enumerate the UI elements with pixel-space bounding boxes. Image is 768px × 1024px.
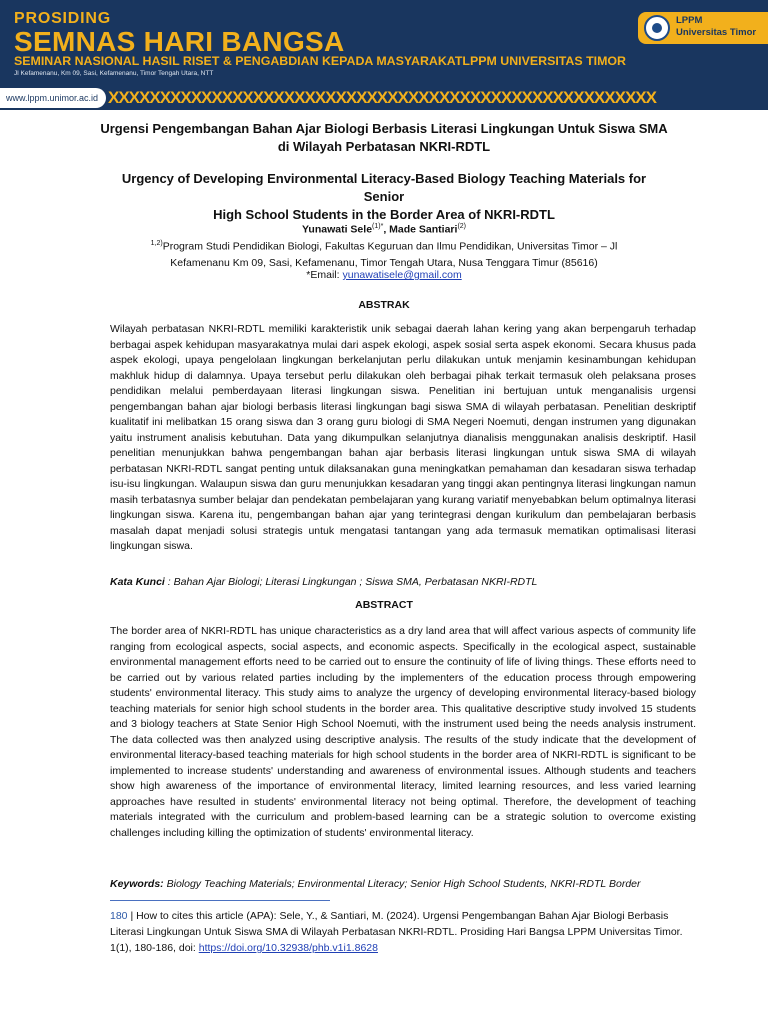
title-en-line2: High School Students in the Border Area of NKRI-RDTL bbox=[213, 207, 555, 222]
logo-label-university: Universitas Timor bbox=[676, 27, 757, 38]
doi-link[interactable]: https://doi.org/10.32938/phb.v1i1.8628 bbox=[198, 942, 378, 954]
kata-kunci-label: Kata Kunci bbox=[110, 576, 165, 588]
citation-footer bbox=[110, 908, 696, 956]
keywords-label: Keywords: bbox=[110, 878, 164, 890]
lppm-logo-badge bbox=[638, 12, 768, 44]
footer-rule bbox=[110, 900, 330, 901]
kata-kunci bbox=[110, 575, 696, 589]
abstrak-body: Wilayah perbatasan NKRI-RDTL memiliki karakteristik unik sebagai daerah lahan kering yang akan berpengaruh terhadap berbagai aspek kehidupan masyarakatnya mulai dari aspek ekologi, aspek sosial serta aspek ekonomi. Secara khusus pada aspek ekologi, upaya pengelolaan lingkungan berkelanjutan perlu dilakukan untuk menjamin kesinambungan kehidupan makhluk hidup di dalamnya. Upaya tersebut perlu dilakukan oleh berbagai pihak terkait termasuk oleh pelaksana proses pendidikan melalui pemberdayaan literasi lingkungan siswa. Penelitian ini bertujuan untuk menganalisis urgensi pengembangan bahan ajar biologi berbasis literasi lingkungan bagi siswa SMA di wilayah perbatasan. Penelitian deskriptif kualitatif ini melibatkan 15 orang siswa dan 3 orang guru biologi di SMA Negeri Noemuti, dengan instrumen yang digunakan yaitu instrument analisis kebutuhan. Data yang dikumpulkan selanjutnya dianalisis menggunakan analisis deskriptif. Hasil penelitian menunjukkan bahwa pengembangan bahan ajar berbasis literasi lingkungan untuk siswa SMA di wilayah perbatasan NKRI-RDTL sangat penting untuk dilaksanakan guna meningkatkan pemahaman dan kesadaran siswa terhadap isu-isu lingkungan. Walaupun siswa dan guru menunjukkan kesadaran yang tinggi akan pentingnya literasi lingkungan namun masih terbatasnya sumber belajar dan pendekatan pembelajaran yang kurang variatif menyebabkan belum optimalnya literasi lingkungan siswa. Karena itu, pengembangan bahan ajar yang terintegrasi dengan kurikulum dan pembelajaran berbasis masalah dapat menjadi solusi strategis untuk mengatasi tantangan yang ada termasuk mematikan optimalisasi literasi lingkungan siswa. bbox=[110, 323, 696, 552]
header-prosiding: PROSIDING bbox=[14, 10, 111, 27]
kata-kunci-text: : Bahan Ajar Biologi; Literasi Lingkungan ; Siswa SMA, Perbatasan NKRI-RDTL bbox=[164, 576, 538, 588]
title-id-line2: di Wilayah Perbatasan NKRI-RDTL bbox=[277, 139, 491, 154]
title-en-line1: Urgency of Developing Environmental Literacy-Based Biology Teaching Materials for Senior bbox=[121, 171, 647, 204]
paper-title-indonesian bbox=[100, 120, 668, 156]
page-number: 180 bbox=[110, 910, 128, 922]
author-marker: (1)* bbox=[372, 223, 384, 230]
abstrak-heading: ABSTRAK bbox=[358, 299, 410, 311]
email-link[interactable]: yunawatisele@gmail.com bbox=[342, 269, 462, 281]
author-name: Yunawati Sele bbox=[302, 223, 373, 236]
title-id-line1: Urgensi Pengembangan Bahan Ajar Biologi Berbasis Literasi Lingkungan Untuk Siswa SMA bbox=[100, 121, 668, 136]
abstract-heading: ABSTRACT bbox=[355, 599, 413, 611]
keywords bbox=[110, 877, 696, 891]
header-title: SEMNAS HARI BANGSA bbox=[14, 26, 345, 57]
journal-header-banner bbox=[0, 0, 768, 86]
author-name: Made Santiari bbox=[389, 223, 458, 236]
website-link[interactable] bbox=[0, 88, 106, 108]
university-seal-icon bbox=[644, 15, 670, 41]
header-address: Jl Kefamenanu, Km 09, Sasi, Kefamenanu, Timor Tengah Utara, NTT bbox=[14, 70, 214, 77]
keywords-text: Biology Teaching Materials; Environmental Literacy; Senior High School Students, NKRI-RDTL Border bbox=[163, 878, 641, 890]
corresponding-email bbox=[100, 268, 668, 282]
affiliation-text: Program Studi Pendidikan Biologi, Fakultas Keguruan dan Ilmu Pendidikan, Universitas Timor – Jl Kefamenanu Km 09, Sasi, Kefamenanu, Timor Tengah Utara, Nusa Tenggara Timur (85616) bbox=[162, 240, 618, 269]
citation-text: | How to cites this article (APA): Sele, Y., & Santiari, M. (2024). Urgensi Pengembangan Bahan Ajar Biologi Berbasis Literasi Lingkungan Untuk Siswa SMA di Wilayah Perbatasan NKRI-RDTL. Prosiding Hari Bangsa LPPM Universitas Timor. 1(1), 180-186, doi: bbox=[110, 910, 683, 954]
header-subtitle: SEMINAR NASIONAL HASIL RISET & PENGABDIAN KEPADA MASYARAKATLPPM UNIVERSITAS TIMOR bbox=[14, 54, 626, 68]
decorative-x-pattern: XXXXXXXXXXXXXXXXXXXXXXXXXXXXXXXXXXXXXXXXXXXXXXXXXXXXX bbox=[108, 88, 656, 107]
author-separator: , bbox=[383, 223, 390, 236]
abstract-body: The border area of NKRI-RDTL has unique characteristics as a dry land area that will affect various aspects of community life ranging from ecological aspects, social aspects, and economic aspects. Specifically in the ecological aspect, sustainable environmental management efforts need to be carried out to ensure the continuity of life of living things. These efforts need to be carried out by various related parties including by the implementers of the education process through empowering students' environmental literacy. This study aims to analyze the urgency of developing environmental literacy-based biology teaching materials for senior high school students in the border area. This qualitative descriptive study involved 15 students and 3 biology teachers at State Senior High School Noemuti, with the instrument used being the needs analysis instrument. The data collected was then analyzed using descriptive analysis. The results of the study indicate that the development of environmental literacy-based teaching materials for high school students in the border area of NKRI-RDTL is significant to be implemented to increase students' understanding and awareness of environmental issues. Although students and teachers show high awareness of the importance of environmental literacy, limited learning resources, and less varied learning approaches have resulted in students' environmental literacy not being optimal. Therefore, the development of teaching materials integrated with the curriculum and problem-based learning can be a strategic solution to overcome existing challenges including killing the optimization of students' environmental literacy. bbox=[110, 625, 696, 839]
author-affiliation bbox=[120, 236, 648, 271]
email-label: *Email: bbox=[306, 269, 343, 281]
website-url[interactable]: www.lppm.unimor.ac.id bbox=[6, 93, 99, 103]
affiliation-marker: 1,2) bbox=[150, 240, 163, 247]
author-list bbox=[100, 220, 668, 237]
logo-label-lppm: LPPM bbox=[676, 15, 703, 26]
paper-title-english bbox=[100, 170, 668, 224]
author-marker: (2) bbox=[457, 223, 466, 230]
